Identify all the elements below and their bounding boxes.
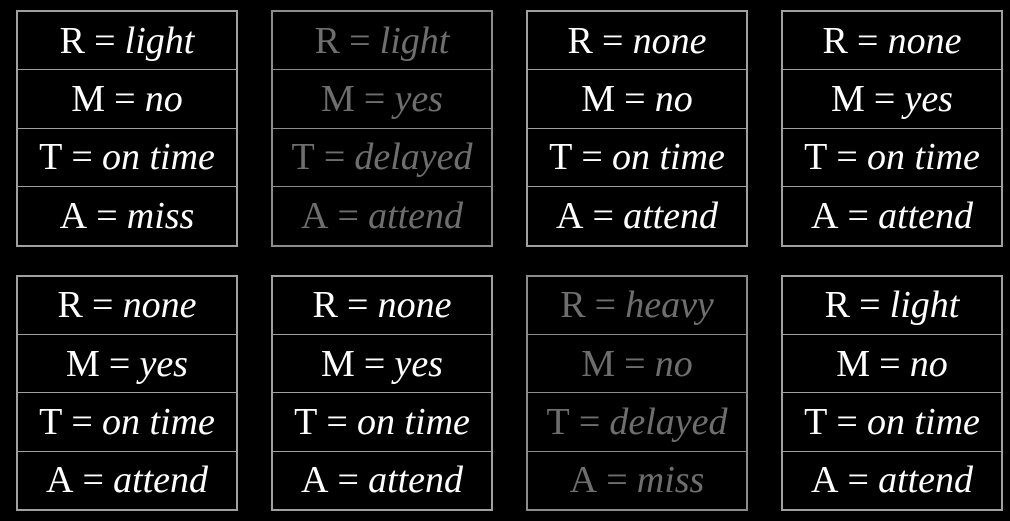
variable-value: yes [394,78,443,121]
variable-value: attend [368,459,464,502]
variable-letter: T [804,400,828,443]
table-cell [18,335,236,393]
equals-sign: = [606,459,628,502]
equals-sign: = [363,342,386,385]
variable-letter: R [57,284,83,327]
variable-value: attend [368,194,464,237]
equals-sign: = [349,19,371,62]
sample-table-7 [526,275,748,512]
variable-value: light [379,19,450,62]
variable-value: yes [139,342,188,385]
equals-sign: = [337,194,359,237]
equals-sign: = [624,78,646,121]
variable-value: attend [878,194,974,237]
variable-letter: A [569,459,598,502]
variable-letter: R [314,19,340,62]
equals-sign: = [836,400,858,443]
variable-letter: A [555,194,584,237]
table-cell [528,452,746,509]
equals-sign: = [624,342,646,385]
equals-sign: = [337,459,359,502]
variable-value: miss [126,194,195,237]
equals-sign: = [82,459,104,502]
variable-value: no [654,78,693,121]
variable-value: none [122,284,197,327]
equals-sign: = [71,136,93,179]
sample-table-1 [16,10,238,247]
variable-value: no [144,78,183,121]
variable-letter: M [66,342,100,385]
table-cell [783,277,1001,335]
equals-sign: = [114,78,136,121]
table-cell [273,335,491,393]
equals-sign: = [92,284,114,327]
variable-value: yes [394,342,443,385]
variable-letter: R [560,284,586,327]
variable-letter: T [39,400,63,443]
variable-value: on time [866,400,980,443]
table-cell [528,277,746,335]
variable-letter: A [45,459,74,502]
variable-letter: R [822,19,848,62]
equals-sign: = [879,342,901,385]
table-cell [273,12,491,70]
sample-table-6 [271,275,493,512]
equals-sign: = [96,194,118,237]
table-cell [528,129,746,187]
table-cell [783,70,1001,128]
table-cell [18,70,236,128]
table-cell [273,70,491,128]
table-cell [18,12,236,70]
sample-table-2 [271,10,493,247]
table-cell [528,187,746,244]
variable-value: delayed [609,400,728,443]
table-cell [783,12,1001,70]
equals-sign: = [108,342,131,385]
variable-value: light [889,284,960,327]
variable-value: attend [878,459,974,502]
variable-value: on time [101,400,215,443]
variable-value: miss [636,459,705,502]
variable-letter: A [300,459,329,502]
equals-sign: = [581,136,603,179]
table-cell [18,452,236,509]
variable-letter: M [836,342,871,385]
equals-sign: = [857,19,879,62]
table-cell [783,452,1001,509]
variable-value: none [377,284,452,327]
variable-letter: T [39,136,63,179]
sample-table-8 [781,275,1003,512]
variable-value: yes [904,78,953,121]
equals-sign: = [94,19,116,62]
variable-letter: T [546,400,570,443]
variable-letter: M [71,78,106,121]
variable-letter: R [567,19,593,62]
table-cell [18,277,236,335]
equals-sign: = [836,136,858,179]
table-cell [273,129,491,187]
variable-letter: A [59,194,88,237]
variable-letter: T [294,400,318,443]
variable-letter: T [549,136,573,179]
variable-letter: R [824,284,850,327]
variable-letter: M [321,78,355,121]
variable-value: on time [101,136,215,179]
equals-sign: = [347,284,369,327]
equals-sign: = [323,136,346,179]
variable-letter: A [300,194,329,237]
variable-letter: M [321,342,355,385]
variable-letter: T [804,136,828,179]
variable-letter: T [291,136,315,179]
equals-sign: = [594,284,617,327]
variable-value: light [124,19,195,62]
variable-value: attend [623,194,719,237]
variable-value: none [887,19,962,62]
variable-letter: M [831,78,865,121]
table-cell [273,452,491,509]
sample-table-5 [16,275,238,512]
table-cell [18,393,236,451]
variable-value: none [632,19,707,62]
variable-value: no [909,342,948,385]
table-cell [528,70,746,128]
equals-sign: = [363,78,386,121]
table-cell [273,187,491,244]
variable-value: on time [611,136,725,179]
variable-letter: R [312,284,338,327]
equals-sign: = [859,284,881,327]
table-cell [273,393,491,451]
sample-table-4 [781,10,1003,247]
equals-sign: = [847,459,869,502]
variable-letter: A [810,459,839,502]
equals-sign: = [847,194,869,237]
equals-sign: = [578,400,601,443]
variable-value: delayed [354,136,473,179]
table-cell [528,335,746,393]
table-cell [783,187,1001,244]
table-cell [18,187,236,244]
variable-value: on time [866,136,980,179]
equals-sign: = [873,78,896,121]
equals-sign: = [326,400,348,443]
equals-sign: = [592,194,614,237]
table-cell [783,335,1001,393]
variable-letter: M [581,78,616,121]
sample-table-3 [526,10,748,247]
equals-sign: = [602,19,624,62]
table-cell [783,129,1001,187]
table-cell [783,393,1001,451]
variable-letter: A [810,194,839,237]
table-cell [528,12,746,70]
table-cell [273,277,491,335]
table-cell [528,393,746,451]
variable-letter: R [59,19,85,62]
variable-value: on time [356,400,470,443]
equals-sign: = [71,400,93,443]
variable-value: attend [113,459,209,502]
variable-value: heavy [625,284,714,327]
table-cell [18,129,236,187]
variable-letter: M [581,342,616,385]
variable-value: no [654,342,693,385]
